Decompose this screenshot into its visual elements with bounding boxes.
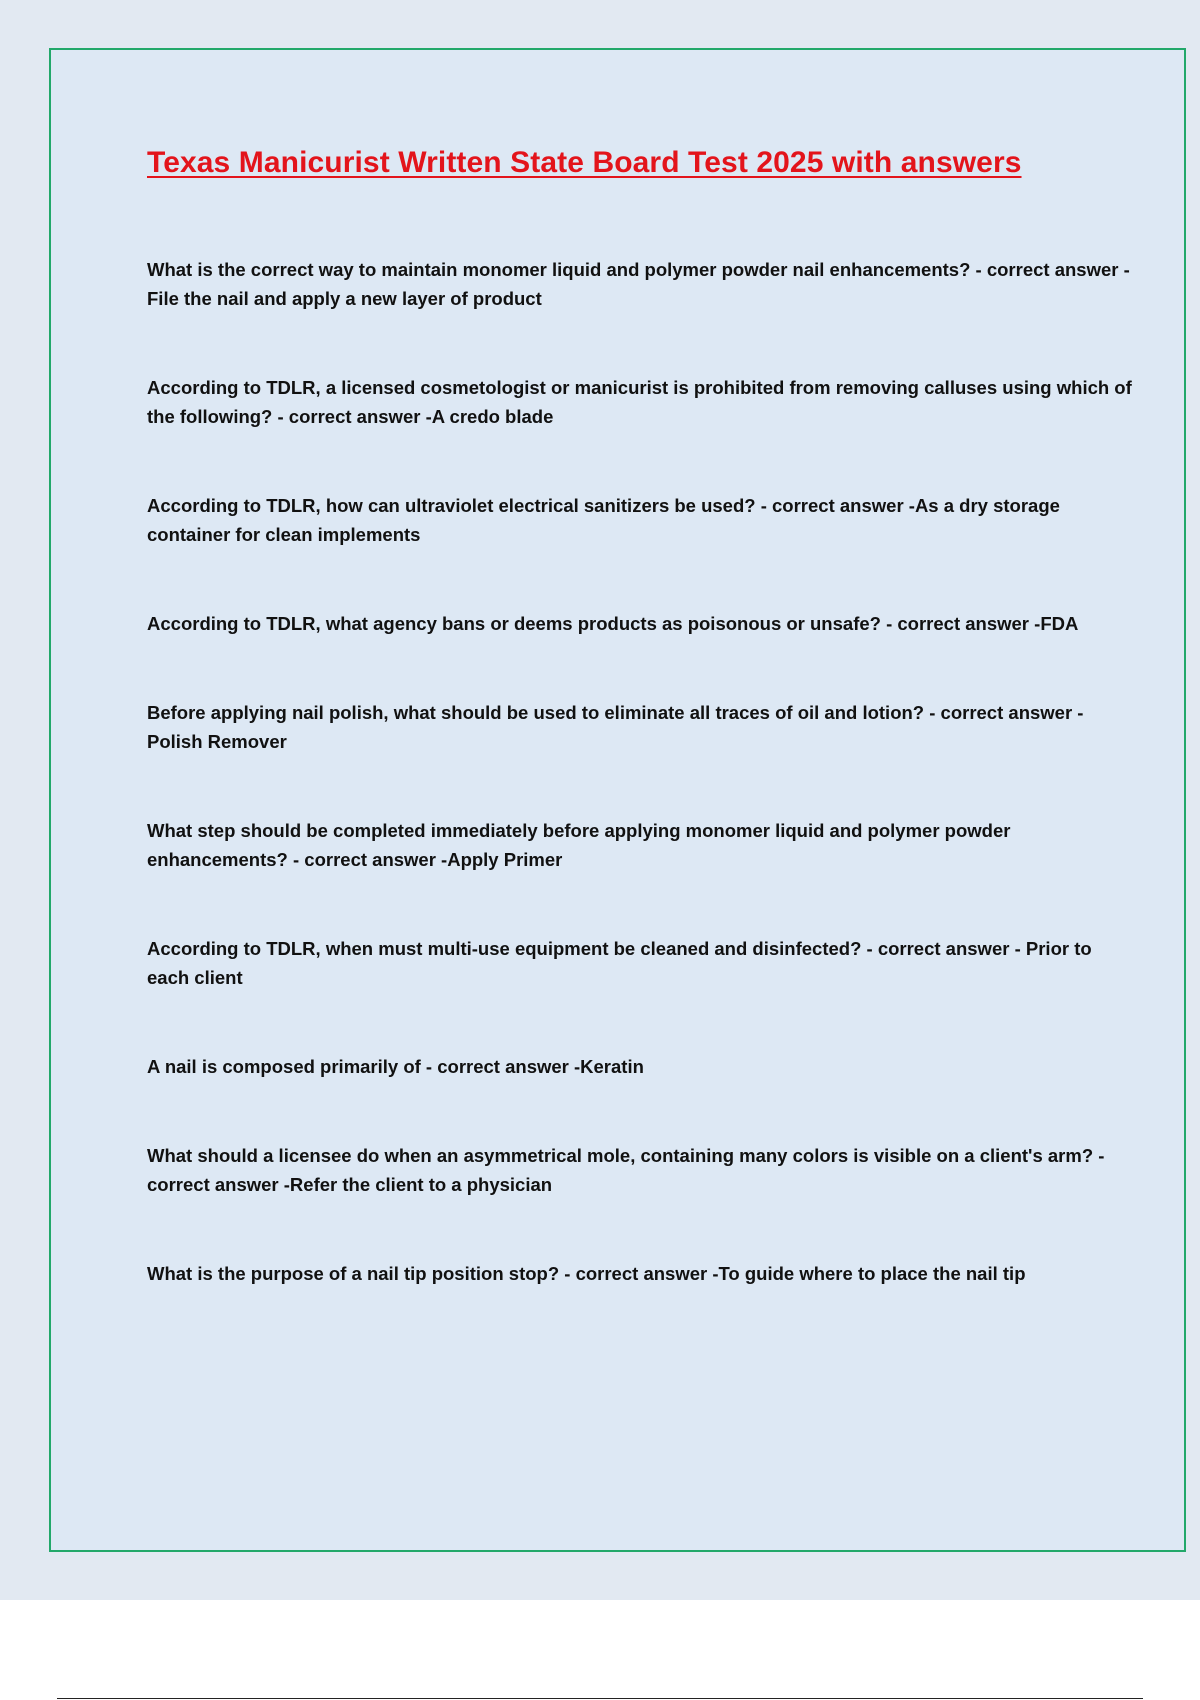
qa-item <box>147 698 1137 756</box>
qa-answer-text: client's arm? - correct answer -Refer the client to a physician <box>147 1145 1105 1195</box>
qa-item <box>147 1141 1137 1199</box>
qa-answer-text: enhancements? - correct answer -Apply Primer <box>147 849 563 870</box>
qa-question-text: What step should be completed immediately before applying monomer liquid and polymer powder <box>147 820 1011 841</box>
qa-question-text: According to TDLR, a licensed cosmetologist or manicurist is prohibited from removing calluses <box>147 377 998 398</box>
qa-answer-text: storage container for clean implements <box>147 495 1060 545</box>
qa-item <box>147 373 1137 431</box>
qa-question-text: What is the purpose of a nail tip position stop? - correct answer -To guide where to place the nail <box>147 1263 998 1284</box>
qa-question-text: According to TDLR, how can ultraviolet electrical sanitizers be used? - correct answer -As a dry <box>147 495 988 516</box>
qa-answer-text: Prior to each client <box>147 938 1092 988</box>
qa-answer-text: correct answer -File the nail and apply a new layer of product <box>147 259 1130 309</box>
qa-item <box>147 934 1137 992</box>
qa-item <box>147 255 1137 313</box>
qa-list <box>147 255 1137 1348</box>
qa-question-text: What is the correct way to maintain monomer liquid and polymer powder nail enhancements? - <box>147 259 982 280</box>
qa-question-text: Before applying nail polish, what should be used to eliminate all traces of oil and lotion? - correct <box>147 702 1004 723</box>
qa-item <box>147 609 1137 638</box>
qa-item <box>147 491 1137 549</box>
footer-divider <box>57 1698 1143 1699</box>
qa-question-text: What should a licensee do when an asymmetrical mole, containing many colors is visible on a <box>147 1145 975 1166</box>
qa-answer-text: tip <box>1002 1263 1026 1284</box>
qa-question-text: According to TDLR, when must multi-use equipment be cleaned and disinfected? - correct answer - <box>147 938 1021 959</box>
qa-answer-text: -FDA <box>1034 613 1079 634</box>
qa-answer-text: using which of the following? - correct answer -A credo blade <box>147 377 1132 427</box>
qa-item <box>147 816 1137 874</box>
qa-item <box>147 1259 1137 1288</box>
document-frame <box>49 48 1186 1552</box>
document-title: Texas Manicurist Written State Board Test 2025 with answers <box>147 146 1022 179</box>
qa-item <box>147 1052 1137 1081</box>
qa-question-text: According to TDLR, what agency bans or deems products as poisonous or unsafe? - correct answer <box>147 613 1030 634</box>
qa-answer-text: answer -Polish Remover <box>147 702 1084 752</box>
qa-question-text: A nail is composed primarily of - correct answer -Keratin <box>147 1056 644 1077</box>
